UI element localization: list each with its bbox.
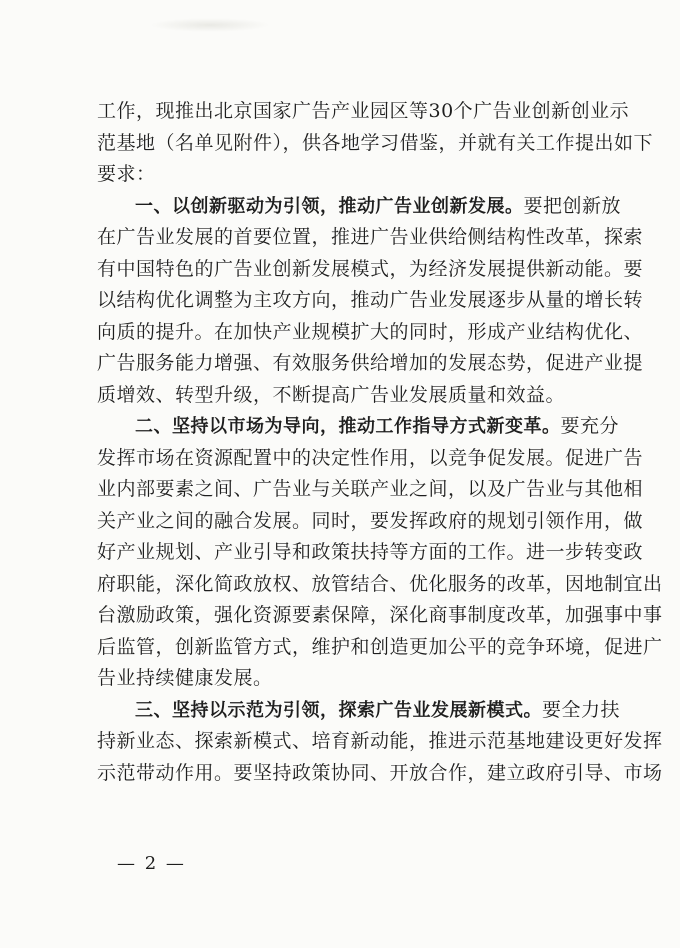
section-1-heading: 一、以创新驱动为引领，推动广告业创新发展。 (135, 195, 524, 217)
section-2-line: 关产业之间的融合发展。同时，要发挥政府的规划引领作用，做 (97, 509, 644, 532)
section-2-first-line (97, 411, 620, 443)
intro-line: 要求： (97, 163, 156, 185)
section-2-line: 好产业规划、产业引导和政策扶持等方面的工作。进一步转变政 (97, 541, 644, 563)
scan-smudge (150, 18, 270, 32)
section-1-line: 有中国特色的广告业创新发展模式，为经济发展提供新动能。要 (97, 257, 644, 280)
page-number: — 2 — (117, 853, 186, 874)
section-1-line: 在广告业发展的首要位置，推进广告业供给侧结构性改革，探索 (97, 226, 644, 248)
intro-line: 工作，现推出北京国家广告产业园区等30个广告业创新创业示 (97, 100, 630, 122)
section-3-line: 示范带动作用。要坚持政策协同、开放合作，建立政府引导、市场 (97, 761, 663, 784)
section-2-line: 告业持续健康发展。 (97, 667, 273, 689)
section-1-line: 向质的提升。在加快产业规模扩大的同时，形成产业结构优化、 (97, 320, 644, 343)
section-3-line: 持新业态、探索新模式、培育新动能，推进示范基地建设更好发挥 (97, 730, 663, 752)
section-3-heading: 三、坚持以示范为引领，探索广告业发展新模式。 (135, 699, 542, 721)
document-body (97, 96, 663, 789)
section-1-first-line (97, 191, 622, 223)
section-1-line: 广告服务能力增强、有效服务供给增加的发展态势，促进产业提 (97, 352, 644, 374)
intro-line: 范基地（名单见附件），供各地学习借鉴，并就有关工作提出如下 (97, 131, 654, 154)
section-1-text: 要把创新放 (523, 194, 622, 217)
section-2-line: 发挥市场在资源配置中的决定性作用，以竞争促发展。促进广告 (97, 446, 644, 469)
section-2-line: 业内部要素之间、广告业与关联产业之间，以及广告业与其他相 (97, 478, 644, 500)
section-1-line: 以结构优化调整为主攻方向，推动广告业发展逐步从量的增长转 (97, 289, 644, 311)
section-3-first-line (97, 695, 621, 727)
section-2-line: 台激励政策，强化资源要素保障，深化商事制度改革，加强事中事 (97, 604, 663, 626)
section-2-text: 要充分 (560, 415, 620, 437)
section-2-heading: 二、坚持以市场为导向，推动工作指导方式新变革。 (135, 416, 561, 437)
section-1-line: 质增效、转型升级，不断提高广告业发展质量和效益。 (97, 383, 566, 406)
section-3-text: 要全力扶 (542, 698, 621, 721)
section-2-line: 府职能，深化简政放权、放管结合、优化服务的改革，因地制宜出 (97, 572, 663, 595)
section-2-line: 后监管，创新监管方式，维护和创造更加公平的竞争环境，促进广 (97, 635, 663, 658)
